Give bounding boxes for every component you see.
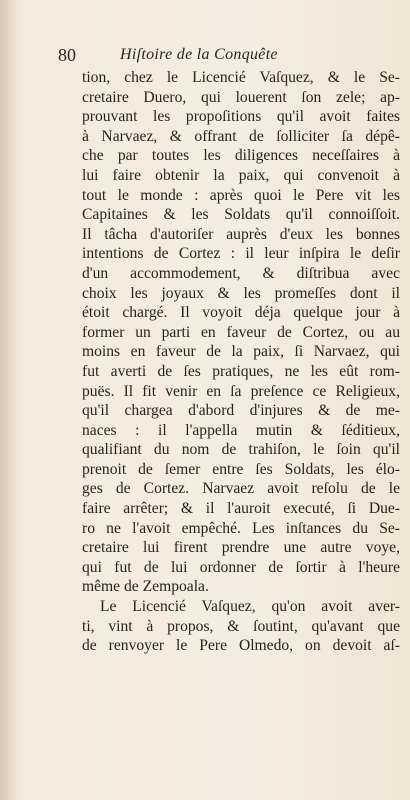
text-line: naces : il l'appella mutin & ſéditieux, <box>82 421 400 439</box>
text-line: prenoit de ſemer entre ſes Soldats, les élo- <box>82 460 400 478</box>
text-line: former un parti en faveur de Cortez, ou au <box>82 323 400 341</box>
text-line: prouvant les propoſitions qu'il avoit faites <box>82 108 400 126</box>
text-line: puës. Il fit venir en ſa preſence ce Religieux, <box>82 382 400 400</box>
text-line: tion, chez le Licencié Vaſquez, & le Se- <box>82 69 400 86</box>
text-line: moins en faveur de la paix, ſi Narvaez, qui <box>82 343 400 361</box>
text-line: faire arrêter; & il l'auroit executé, ſi Due- <box>82 500 400 518</box>
text-line: qu'il chargea d'abord d'injures & de me- <box>82 402 400 420</box>
gutter-shadow <box>0 0 18 800</box>
text-line: étoit chargé. Il voyoit déja quelque jour à <box>82 304 400 322</box>
text-line: ti, vint à propos, & ſoutint, qu'avant que <box>82 617 400 635</box>
text-line: Il tâcha d'autoriſer auprès d'eux les bonnes <box>82 225 400 243</box>
text-line: ges de Cortez. Narvaez avoit reſolu de le <box>82 480 400 498</box>
text-line: che par toutes les diligences neceſſaires à <box>82 147 400 165</box>
text-line: même de Zempoala. <box>82 578 209 596</box>
text-line: tout le monde : après quoi le Pere vit les <box>82 186 400 204</box>
text-line: ro ne l'avoit empêché. Les inſtances du Se- <box>82 519 400 537</box>
page-number: 80 <box>58 45 76 65</box>
text-line: Le Licencié Vaſquez, qu'on avoit aver- <box>100 598 400 616</box>
page-header <box>58 44 388 68</box>
body-text <box>82 68 400 656</box>
text-line: Capitaines & les Soldats qu'il connoiſſoit. <box>82 206 400 224</box>
text-line: d'un accommodement, & diſtribua avec <box>82 264 400 282</box>
text-line: qui fut de lui ordonner de ſortir à l'heure <box>82 558 400 576</box>
running-title: Hiſtoire de la Conquête <box>120 46 278 63</box>
text-line: intentions de Cortez : il leur inſpira le deſir <box>82 245 400 263</box>
text-line: lui faire obtenir la paix, qui convenoit à <box>82 166 400 184</box>
text-line: cretaire lui firent prendre une autre voye, <box>82 539 400 557</box>
text-line: à Narvaez, & offrant de ſolliciter ſa dépê- <box>82 127 400 145</box>
text-line: qualifiant du nom de trahiſon, le ſoin qu'il <box>82 441 400 459</box>
text-line: de renvoyer le Pere Olmedo, on devoit aſ- <box>82 637 400 655</box>
text-line: cretaire Duero, qui louerent ſon zele; ap- <box>82 88 400 106</box>
text-line: fut averti de ſes pratiques, ne les eût rom- <box>82 362 400 380</box>
text-line: choix les joyaux & les promeſſes dont il <box>82 284 400 302</box>
